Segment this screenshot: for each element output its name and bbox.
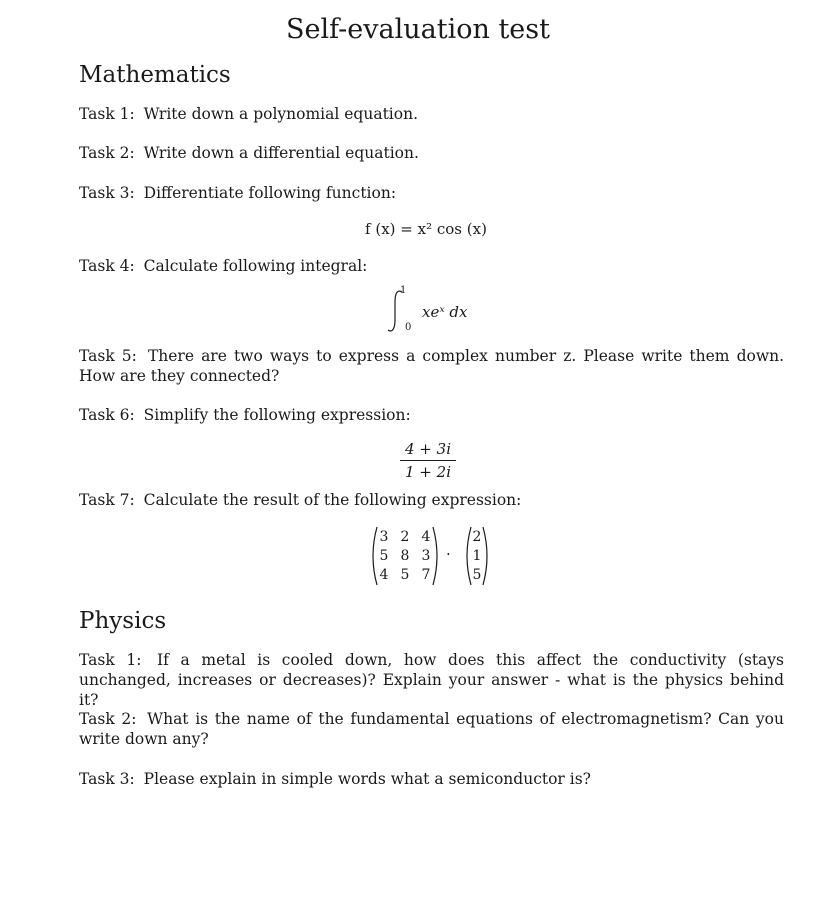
math-task-1: [79, 104, 784, 124]
task-text: If a metal is cooled down, how does this affect the conductivity (stays unchanged, increases or decreases)? Explain your answer - what is the physics behind it?: [79, 651, 784, 709]
matrix-cell: 5: [379, 548, 389, 564]
section-heading-mathematics: Mathematics: [79, 62, 231, 88]
math-task-3: [79, 183, 784, 203]
math-task-7: [79, 490, 784, 510]
physics-task-1: [79, 650, 784, 710]
task-text: Calculate the result of the following expression:: [143, 491, 522, 509]
section-heading-physics: Physics: [79, 608, 167, 634]
physics-task-2: [79, 709, 784, 749]
task-label: Task 3:: [79, 770, 135, 788]
task-label: Task 1:: [79, 651, 142, 669]
task-text: There are two ways to express a complex number z. Please write them down. How are they connected?: [79, 347, 784, 385]
matrix-cell: 8: [400, 548, 410, 564]
task-text: Simplify the following expression:: [143, 406, 411, 424]
math-task-5: [79, 346, 784, 386]
task-label: Task 5:: [79, 347, 137, 365]
fraction-denominator: 1 + 2i: [405, 463, 451, 481]
task-label: Task 7:: [79, 491, 135, 509]
fraction-numerator: 4 + 3i: [405, 440, 451, 458]
task-label: Task 1:: [79, 105, 135, 123]
page-title: Self-evaluation test: [286, 14, 550, 45]
math-task-2: [79, 143, 784, 163]
task-label: Task 2:: [79, 710, 137, 728]
matrix-cell: 3: [379, 529, 389, 545]
task-label: Task 4:: [79, 257, 135, 275]
task-text: Calculate following integral:: [143, 257, 368, 275]
task-label: Task 2:: [79, 144, 135, 162]
physics-task-3: [79, 769, 784, 789]
integral-upper-limit: 1: [400, 285, 407, 296]
math-task-6: [79, 405, 784, 425]
fraction-bar: [400, 460, 456, 461]
matrix-cell: 4: [379, 567, 389, 583]
task-text: Differentiate following function:: [143, 184, 397, 202]
equation-function: f (x) = x² cos (x): [365, 220, 487, 238]
matrix-right-paren: [432, 526, 442, 586]
dot-operator: ·: [446, 545, 451, 563]
matrix-cell: 7: [421, 567, 431, 583]
math-task-4: [79, 256, 784, 276]
matrix-cell: 4: [421, 529, 431, 545]
matrix-cell: 2: [400, 529, 410, 545]
matrix-cell: 3: [421, 548, 431, 564]
task-label: Task 3:: [79, 184, 135, 202]
vector-cell: 5: [472, 567, 482, 583]
task-text: Please explain in simple words what a semiconductor is?: [143, 770, 591, 788]
vector-cell: 2: [472, 529, 482, 545]
task-label: Task 6:: [79, 406, 135, 424]
task-text: Write down a polynomial equation.: [143, 105, 419, 123]
task-text: What is the name of the fundamental equations of electromagnetism? Can you write down any?: [79, 710, 784, 748]
task-text: Write down a differential equation.: [143, 144, 419, 162]
integral-lower-limit: 0: [405, 322, 412, 333]
integral-integrand: xeˣ dx: [422, 303, 468, 321]
vector-cell: 1: [472, 548, 482, 564]
equation-fraction: [398, 439, 458, 482]
matrix-cell: 5: [400, 567, 410, 583]
